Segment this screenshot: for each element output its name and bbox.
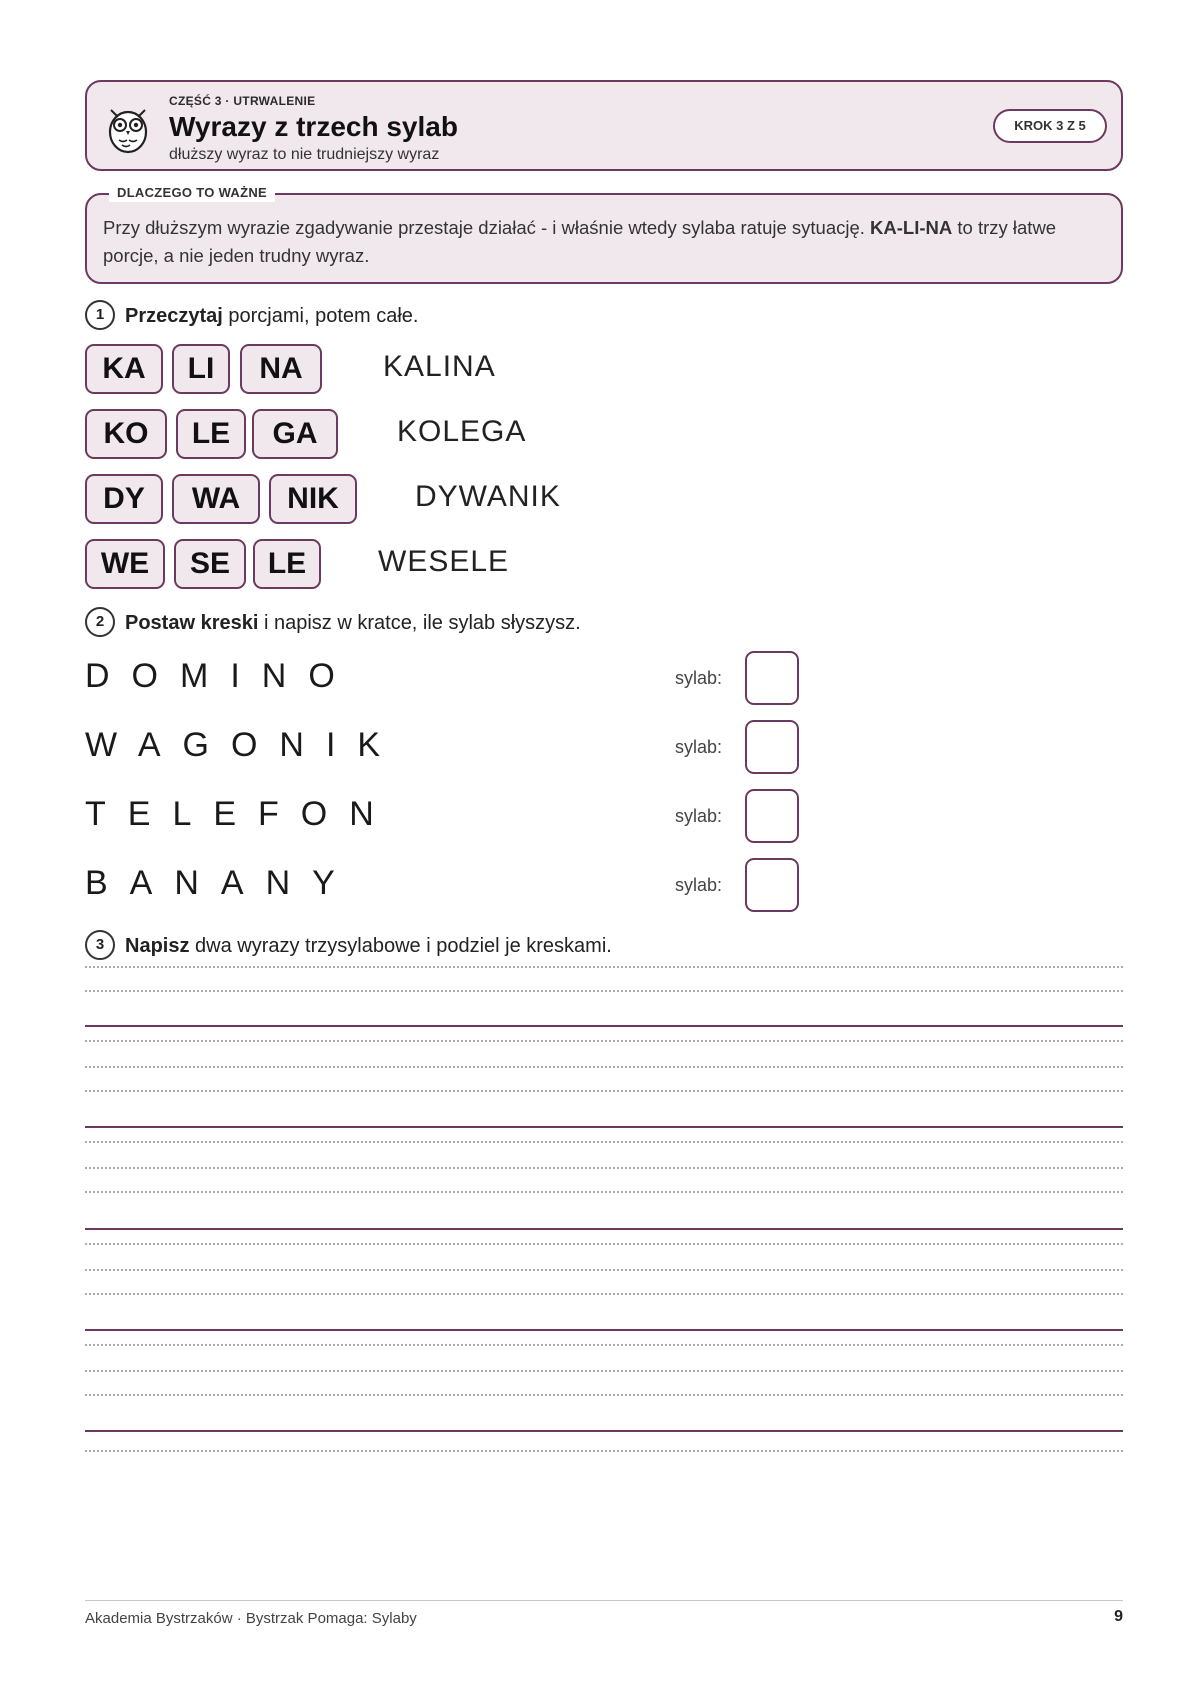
why-text-part: Przy dłuższym wyrazie zgadywanie przestaje działać - i właśnie wtedy sylaba ratuje sytuację. bbox=[103, 217, 871, 238]
section-header bbox=[85, 80, 1123, 171]
spaced-word: DOMINO bbox=[85, 657, 357, 695]
syllable-count-label: sylab: bbox=[675, 875, 723, 895]
syllable-count-row bbox=[85, 720, 805, 774]
whole-word: DYWANIK bbox=[415, 480, 561, 513]
task-verb: Postaw kreski bbox=[125, 612, 259, 634]
dotted-guide-line bbox=[85, 1090, 1123, 1092]
syllable-row bbox=[85, 409, 785, 461]
footer-divider bbox=[85, 1600, 1123, 1601]
why-highlight: KA-LI-NA bbox=[870, 217, 953, 238]
why-text-part: to trzy łatwe porcje, a nie jeden trudny wyraz. bbox=[103, 217, 1057, 266]
task-verb: Przeczytaj bbox=[125, 305, 223, 327]
syllable-tile: LE bbox=[253, 539, 321, 589]
baseline bbox=[85, 1228, 1123, 1230]
task-verb: Napisz bbox=[125, 935, 190, 957]
whole-word: KOLEGA bbox=[397, 415, 527, 448]
dotted-guide-line bbox=[85, 1450, 1123, 1452]
task-rest: porcjami, potem całe. bbox=[222, 305, 419, 327]
why-it-matters-text bbox=[103, 214, 1103, 270]
dotted-guide-line bbox=[85, 1394, 1123, 1396]
task-rest: i napisz w kratce, ile sylab słyszysz. bbox=[258, 612, 581, 634]
task-3-instruction bbox=[85, 932, 612, 960]
syllable-count-label: sylab: bbox=[675, 806, 723, 826]
why-it-matters-label: DLACZEGO TO WAŻNE bbox=[109, 184, 275, 202]
syllable-tile: NA bbox=[240, 344, 322, 394]
dotted-guide-line bbox=[85, 1191, 1123, 1193]
syllable-count-box[interactable] bbox=[745, 651, 799, 705]
task-number: 1 bbox=[85, 300, 115, 330]
page-title: Wyrazy z trzech sylab bbox=[169, 111, 458, 142]
owl-icon bbox=[105, 100, 151, 154]
syllable-tile: KA bbox=[85, 344, 163, 394]
dotted-guide-line bbox=[85, 1293, 1123, 1295]
syllable-count-box[interactable] bbox=[745, 720, 799, 774]
syllable-tile: LI bbox=[172, 344, 230, 394]
syllable-tile: SE bbox=[174, 539, 246, 589]
spaced-word: TELEFON bbox=[85, 795, 396, 833]
page-subtitle: dłuższy wyraz to nie trudniejszy wyraz bbox=[169, 146, 440, 163]
syllable-tile: GA bbox=[252, 409, 338, 459]
dotted-guide-line bbox=[85, 1344, 1123, 1346]
why-it-matters-box bbox=[85, 185, 1123, 284]
dotted-guide-line bbox=[85, 966, 1123, 968]
spaced-word: BANANY bbox=[85, 864, 357, 902]
task-rest: dwa wyrazy trzysylabowe i podziel je kreskami. bbox=[189, 935, 612, 957]
task-1-instruction bbox=[85, 302, 418, 330]
syllable-count-label: sylab: bbox=[675, 668, 723, 688]
baseline bbox=[85, 1025, 1123, 1027]
spaced-word: WAGONIK bbox=[85, 726, 403, 764]
syllable-tile: LE bbox=[176, 409, 246, 459]
syllable-count-row bbox=[85, 858, 805, 912]
syllable-tile: WE bbox=[85, 539, 165, 589]
syllable-tile: KO bbox=[85, 409, 167, 459]
dotted-guide-line bbox=[85, 1066, 1123, 1068]
dotted-guide-line bbox=[85, 1141, 1123, 1143]
syllable-count-box[interactable] bbox=[745, 789, 799, 843]
dotted-guide-line bbox=[85, 990, 1123, 992]
syllable-row bbox=[85, 474, 785, 526]
syllable-row bbox=[85, 344, 785, 396]
dotted-guide-line bbox=[85, 1040, 1123, 1042]
task-number: 2 bbox=[85, 607, 115, 637]
syllable-tile: DY bbox=[85, 474, 163, 524]
syllable-count-row bbox=[85, 651, 805, 705]
syllable-count-row bbox=[85, 789, 805, 843]
task-number: 3 bbox=[85, 930, 115, 960]
syllable-tile: WA bbox=[172, 474, 260, 524]
dotted-guide-line bbox=[85, 1269, 1123, 1271]
dotted-guide-line bbox=[85, 1167, 1123, 1169]
task-2-instruction bbox=[85, 609, 581, 637]
syllable-tile: NIK bbox=[269, 474, 357, 524]
baseline bbox=[85, 1329, 1123, 1331]
step-badge: KROK 3 Z 5 bbox=[993, 109, 1107, 143]
syllable-row bbox=[85, 539, 785, 591]
dotted-guide-line bbox=[85, 1370, 1123, 1372]
baseline bbox=[85, 1126, 1123, 1128]
page-number: 9 bbox=[1114, 1608, 1123, 1625]
syllable-count-box[interactable] bbox=[745, 858, 799, 912]
baseline bbox=[85, 1430, 1123, 1432]
syllable-count-label: sylab: bbox=[675, 737, 723, 757]
whole-word: WESELE bbox=[378, 545, 510, 578]
section-kicker: CZĘŚĆ 3 · UTRWALENIE bbox=[169, 94, 316, 108]
whole-word: KALINA bbox=[383, 350, 496, 383]
dotted-guide-line bbox=[85, 1243, 1123, 1245]
footer-text: Akademia Bystrzaków · Bystrzak Pomaga: Sylaby bbox=[85, 1610, 417, 1627]
